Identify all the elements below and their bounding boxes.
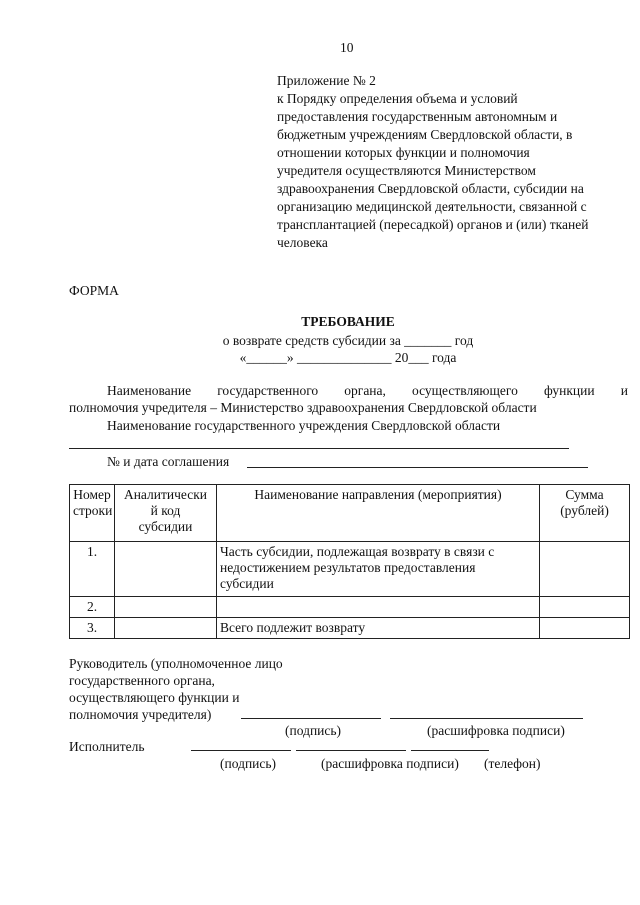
cell-direction-name [217,542,540,597]
cell-text: Часть субсидии, подлежащая возврату в связи с [220,544,495,559]
organ-word: и [620,383,628,398]
executor-phone-caption: (телефон) [484,756,541,771]
cell-direction-name[interactable] [217,597,540,618]
agreement-fill-line[interactable] [247,467,588,468]
executor-decode-caption: (расшифровка подписи) [321,756,459,771]
table-row [70,618,630,639]
header-text: Номер [73,487,111,502]
header-text: Наименование направления (мероприятия) [254,487,502,502]
page-number: 10 [340,40,354,55]
cell-analytic-code[interactable] [115,597,217,618]
table-row [70,597,630,618]
cell-sum[interactable] [540,597,630,618]
col-header-sum [540,485,630,542]
institution-label: Наименование государственного учреждения Свердловской области [107,418,501,433]
appendix-line: человека [277,235,328,250]
document-subtitle-period: о возврате средств субсидии за _______ год [222,333,474,348]
cell-text: субсидии [220,576,274,591]
refund-table [69,484,630,639]
col-header-direction-name [217,485,540,542]
appendix-line: бюджетным учреждениям Свердловской области, в [277,127,573,142]
header-text: й код [150,503,181,518]
document-title: ТРЕБОВАНИЕ [301,314,395,329]
appendix-line: здравоохранения Свердловской области, субсидии на [277,181,584,196]
cell-row-number: 1. [70,542,115,597]
agreement-label: № и дата соглашения [107,454,230,469]
organ-line-1 [107,383,628,399]
executor-label: Исполнитель [69,739,145,754]
table-header-row [70,485,630,542]
head-signature-line: полномочия учредителя) [69,707,212,722]
form-label: ФОРМА [69,283,119,298]
appendix-line: Приложение № 2 [277,73,376,88]
organ-word: органа, [344,383,386,398]
cell-row-number: 2. [70,597,115,618]
organ-word: государственного [217,383,319,398]
head-signature-sign-line[interactable] [241,718,381,719]
appendix-line: к Порядку определения объема и условий [277,91,518,106]
appendix-line: предоставления государственным автономным и [277,109,558,124]
head-signature-decode-line[interactable] [390,718,583,719]
header-text: (рублей) [560,503,609,518]
cell-sum[interactable] [540,542,630,597]
header-text: Аналитически [123,487,208,502]
header-text: строки [73,503,113,518]
appendix-line: организацию медицинской деятельности, связанной с [277,199,587,214]
executor-sign-line[interactable] [191,750,291,751]
organ-word: функции [543,383,595,398]
cell-sum[interactable] [540,618,630,639]
appendix-line: отношении которых функции и полномочия [277,145,530,160]
cell-text: недостижением результатов предоставления [220,560,476,575]
institution-fill-line[interactable] [69,448,569,449]
organ-word: осуществляющего [412,383,518,398]
executor-decode-line[interactable] [296,750,406,751]
appendix-line: трансплантацией (пересадкой) органов и (или) тканей [277,217,589,232]
organ-word: Наименование [107,383,192,398]
header-text: субсидии [138,519,193,534]
cell-analytic-code[interactable] [115,618,217,639]
cell-row-number: 3. [70,618,115,639]
cell-analytic-code[interactable] [115,542,217,597]
executor-sign-caption: (подпись) [220,756,277,771]
head-signature-line: государственного органа, [69,673,215,688]
table-row [70,542,630,597]
col-header-analytic-code [115,485,217,542]
appendix-line: учредителя осуществляются Министерством [277,163,536,178]
head-signature-sign-caption: (подпись) [285,723,342,738]
header-text: Сумма [565,487,604,502]
head-signature-line: осуществляющего функции и [69,690,240,705]
col-header-row-number [70,485,115,542]
organ-line-2: полномочия учредителя – Министерство здравоохранения Свердловской области [69,400,537,415]
head-signature-decode-caption: (расшифровка подписи) [427,723,565,738]
executor-phone-line[interactable] [411,750,489,751]
document-subtitle-date: «______» ______________ 20___ года [239,350,457,365]
head-signature-line: Руководитель (уполномоченное лицо [69,656,283,671]
cell-direction-name: Всего подлежит возврату [217,618,540,639]
